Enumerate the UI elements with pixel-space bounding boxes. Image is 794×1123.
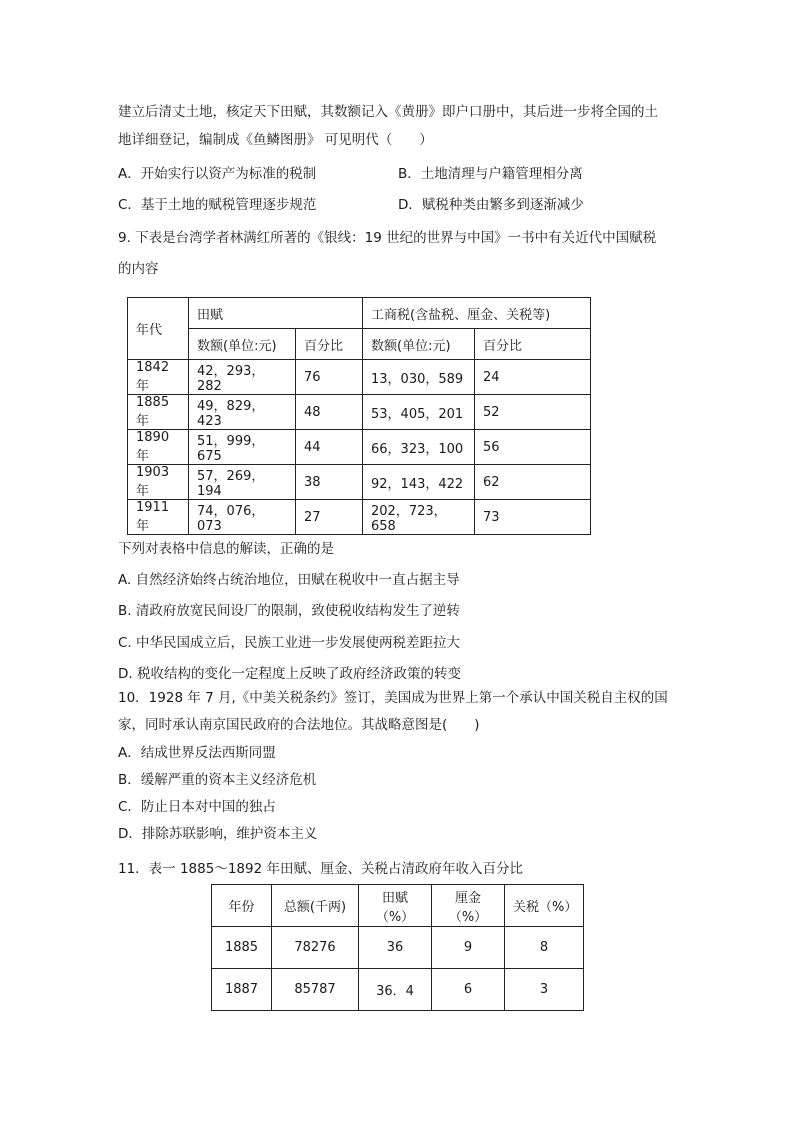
cell-customs: 3 — [505, 969, 584, 1011]
cell-lijin: 9 — [432, 927, 505, 969]
revenue-percentage-table — [211, 884, 584, 1011]
table-row — [212, 969, 584, 1011]
header-land-tax: 田赋（%） — [359, 885, 432, 927]
cell-ic-amount: 92，143，422 — [363, 465, 475, 500]
table-row — [128, 430, 591, 465]
q8-option-d: D．赋税种类由繁多到逐渐减少 — [398, 197, 584, 213]
cell-land-pct: 48 — [296, 395, 363, 430]
cell-year: 1887 — [212, 969, 272, 1011]
q8-text-line1: 建立后清丈土地，核定天下田赋，其数额记入《黄册》即户口册中，其后进一步将全国的土 — [118, 104, 658, 120]
header-year: 年代 — [128, 298, 189, 360]
cell-land-amount: 51，999，675 — [189, 430, 296, 465]
cell-ic-amount: 13，030，589 — [363, 360, 475, 395]
q10-stem-line1: 10．1928 年 7 月,《中美关税条约》签订，美国成为世界上第一个承认中国关税自主权的国 — [118, 690, 668, 706]
q11-stem: 11．表一 1885～1892 年田赋、厘金、关税占清政府年收入百分比 — [118, 861, 523, 877]
q8-option-b: B．土地清理与户籍管理相分离 — [398, 166, 583, 182]
cell-year: 1903 年 — [128, 465, 189, 500]
q10-option-b: B．缓解严重的资本主义经济危机 — [118, 772, 317, 788]
tax-structure-table — [127, 297, 591, 535]
cell-lijin: 6 — [432, 969, 505, 1011]
cell-ic-pct: 24 — [475, 360, 591, 395]
cell-year: 1842 年 — [128, 360, 189, 395]
cell-total: 78276 — [272, 927, 359, 969]
q9-option-b: B. 清政府放宽民间设厂的限制，致使税收结构发生了逆转 — [118, 603, 460, 619]
subheader-land-percent: 百分比 — [296, 329, 363, 360]
cell-customs: 8 — [505, 927, 584, 969]
cell-year: 1911 年 — [128, 500, 189, 535]
q8-option-a: A．开始实行以资产为标准的税制 — [118, 166, 317, 182]
q8-text-line2: 地详细登记，编制成《鱼鳞图册》 可见明代（ ） — [118, 132, 433, 148]
table-row — [128, 465, 591, 500]
cell-total: 85787 — [272, 969, 359, 1011]
cell-ic-amount: 66，323，100 — [363, 430, 475, 465]
cell-ic-amount: 202，723，658 — [363, 500, 475, 535]
subheader-ic-amount: 数额(单位:元) — [363, 329, 475, 360]
cell-year: 1885 — [212, 927, 272, 969]
q9-option-d: D. 税收结构的变化一定程度上反映了政府经济政策的转变 — [118, 666, 461, 682]
q9-option-c: C. 中华民国成立后，民族工业进一步发展使两税差距拉大 — [118, 635, 461, 651]
table-row — [128, 360, 591, 395]
cell-year: 1890 年 — [128, 430, 189, 465]
table-header-row — [212, 885, 584, 927]
cell-land-pct: 44 — [296, 430, 363, 465]
cell-land-tax: 36．4 — [359, 969, 432, 1011]
q9-question: 下列对表格中信息的解读，正确的是 — [118, 541, 334, 557]
cell-ic-amount: 53，405，201 — [363, 395, 475, 430]
q9-stem-line1: 9. 下表是台湾学者林满红所著的《银线：19 世纪的世界与中国》一书中有关近代中国赋税 — [118, 230, 657, 246]
cell-land-amount: 42，293，282 — [189, 360, 296, 395]
table-row — [128, 500, 591, 535]
cell-ic-pct: 52 — [475, 395, 591, 430]
cell-ic-pct: 62 — [475, 465, 591, 500]
header-lijin: 厘金（%） — [432, 885, 505, 927]
table-header-row — [128, 298, 591, 329]
header-industry-commerce-tax: 工商税(含盐税、厘金、关税等) — [363, 298, 591, 329]
header-customs: 关税（%） — [505, 885, 584, 927]
header-year: 年份 — [212, 885, 272, 927]
cell-year: 1885 年 — [128, 395, 189, 430]
header-total: 总额(千两) — [272, 885, 359, 927]
subheader-land-amount: 数额(单位:元) — [189, 329, 296, 360]
cell-land-tax: 36 — [359, 927, 432, 969]
table-row — [128, 395, 591, 430]
cell-ic-pct: 73 — [475, 500, 591, 535]
table-subheader-row — [128, 329, 591, 360]
cell-land-pct: 38 — [296, 465, 363, 500]
cell-land-amount: 57，269，194 — [189, 465, 296, 500]
q9-option-a: A. 自然经济始终占统治地位，田赋在税收中一直占据主导 — [118, 572, 460, 588]
cell-land-amount: 74，076，073 — [189, 500, 296, 535]
q10-option-c: C．防止日本对中国的独占 — [118, 799, 276, 815]
q10-option-d: D．排除苏联影响，维护资本主义 — [118, 826, 318, 842]
header-land-tax: 田赋 — [189, 298, 363, 329]
q9-stem-line2: 的内容 — [118, 261, 159, 277]
cell-land-pct: 27 — [296, 500, 363, 535]
q10-option-a: A．结成世界反法西斯同盟 — [118, 745, 276, 761]
q10-stem-line2: 家，同时承认南京国民政府的合法地位。其战略意图是( ) — [118, 717, 480, 733]
q8-option-c: C．基于土地的赋税管理逐步规范 — [118, 197, 317, 213]
cell-land-amount: 49，829，423 — [189, 395, 296, 430]
cell-ic-pct: 56 — [475, 430, 591, 465]
subheader-ic-percent: 百分比 — [475, 329, 591, 360]
table-row — [212, 927, 584, 969]
cell-land-pct: 76 — [296, 360, 363, 395]
